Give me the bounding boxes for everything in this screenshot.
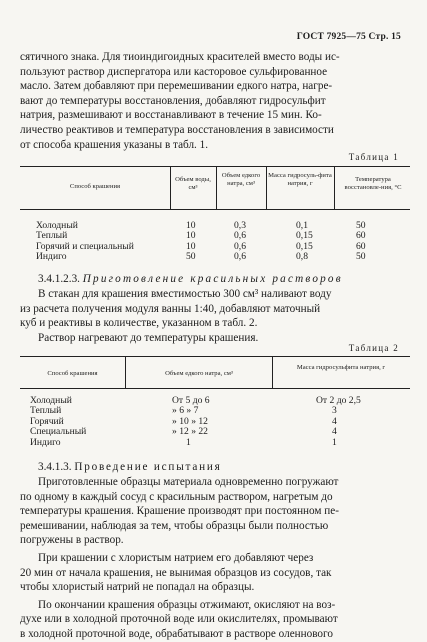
- table-cell: 0,6: [234, 230, 246, 242]
- text-line: В стакан для крашения вместимостью 300 см³ наливают воду: [38, 288, 332, 300]
- table-cell: 10: [186, 230, 196, 242]
- text-line: сятичного знака. Для тиоиндигоидных красителей вместо воды ис-: [20, 51, 340, 63]
- table-divider: [334, 166, 335, 209]
- table-cell: 10: [186, 240, 196, 252]
- table1-column-method: [36, 221, 134, 263]
- table-cell: Специальный: [30, 426, 87, 438]
- table-cell: 50: [356, 251, 366, 263]
- table1-column-water: [186, 221, 196, 263]
- table-cell: 4: [332, 415, 337, 427]
- table-cell: От 2 до 2,5: [316, 395, 361, 406]
- table-cell: 1: [332, 436, 337, 448]
- text-line: куб и реактивы в количестве, указанном в табл. 2.: [20, 317, 258, 330]
- page-header: ГОСТ 7925—75 Стр. 15: [296, 32, 401, 42]
- table-divider: [170, 166, 171, 209]
- table-divider: [125, 356, 126, 388]
- heading-line: [20, 460, 410, 475]
- table-cell: 0,15: [296, 230, 313, 242]
- table-cell: Горячий и специальный: [36, 240, 134, 252]
- table-cell: 0,3: [234, 220, 246, 231]
- text-line: температуры крашения. Крашение производят при постоянном пе-: [20, 505, 339, 518]
- table-rule: [20, 166, 410, 167]
- table2-header-naoh: Объем едкого натра, см³: [165, 370, 233, 377]
- table-cell: Индиго: [36, 251, 67, 263]
- table-cell: 0,6: [234, 240, 246, 252]
- intro-paragraph: [20, 50, 410, 152]
- text-line: в холодной проточной воде, обрабатывают в растворе оленнового: [20, 627, 333, 640]
- text-line: Приготовленные образцы материала одновременно погружают: [38, 476, 339, 488]
- text-line: масло. Затем добавляют при перемешивании едкого натра, нагре-: [20, 80, 333, 93]
- table-cell: » 12 » 22: [172, 426, 208, 438]
- table-cell: От 5 до 6: [172, 395, 210, 406]
- text-line: пользуют раствор диспергатора или касторовое сульфированное: [20, 65, 328, 78]
- table-cell: Теплый: [36, 230, 68, 242]
- table-cell: » 6 » 7: [172, 405, 199, 417]
- table-rule: [20, 356, 410, 357]
- table2-column-naoh: [172, 396, 210, 448]
- text-line: из расчета получения модуля ванны 1:40, добавляют маточный: [20, 302, 321, 315]
- table1-header-naoh: Объем едкого натра, см³: [221, 172, 261, 187]
- table1-column-temperature: [356, 221, 366, 263]
- section-number: 3.4.1.2.3.: [38, 273, 80, 285]
- table-cell: 50: [356, 220, 366, 231]
- table-cell: 60: [356, 230, 366, 242]
- text-line: При крашении с хлористым натрием его добавляют через: [38, 551, 314, 564]
- section-heading-dye-solutions: [20, 272, 410, 287]
- text-line: По окончании крашения образцы отжимают, окисляют на воз-: [38, 598, 336, 611]
- section-title: Приготовление красильных растворов: [82, 273, 343, 285]
- table-cell: 0,8: [296, 251, 308, 263]
- table2-header-hydrosulfite: Масса гидросульфита натрия, г: [296, 364, 386, 371]
- test-paragraph: [20, 475, 410, 642]
- section-number: 3.4.1.3.: [38, 461, 72, 473]
- table1-column-hydrosulfite: [296, 221, 313, 263]
- text-line: вают до температуры восстановления, добавляют гидросульфит: [20, 94, 326, 107]
- table-cell: 4: [332, 426, 337, 438]
- table-cell: Холодный: [36, 220, 78, 231]
- table1-header-water: Объем воды, см³: [175, 176, 211, 191]
- table2-header-method: Способ крашения: [47, 370, 98, 377]
- text-line: чтобы хлористый натрий не попадал на образцы.: [20, 581, 255, 594]
- table-cell: 50: [186, 251, 196, 263]
- table-cell: Холодный: [30, 395, 72, 406]
- table-rule: [20, 209, 410, 210]
- heading-line: [20, 272, 410, 287]
- table-cell: 60: [356, 240, 366, 252]
- section-heading-test: [20, 460, 410, 475]
- table-divider: [266, 166, 267, 209]
- table-cell: 0,1: [296, 220, 308, 231]
- table1-header-method: Способ крашения: [69, 183, 121, 190]
- table-cell: 0,15: [296, 240, 313, 252]
- table2-caption: Таблица 2: [348, 343, 399, 353]
- table-divider: [272, 356, 273, 388]
- table-rule: [20, 388, 410, 389]
- table-cell: 10: [186, 220, 196, 231]
- table-cell: 0,6: [234, 251, 246, 263]
- table2-column-method: [30, 396, 86, 448]
- text-line: натрия, размешивают и восстанавливают в течение 15 мин. Ко-: [20, 109, 322, 122]
- text-line: Раствор нагревают до температуры крашения.: [38, 331, 259, 344]
- text-line: личество реактивов и температура восстановления в зависимости: [20, 123, 334, 136]
- text-line: духе или в холодной проточной воде или окислителях, промывают: [20, 613, 338, 626]
- table1-header-hydrosulfite: Масса гидросуль-фита натрия, г: [268, 172, 332, 187]
- table-divider: [216, 166, 217, 209]
- table-cell: Индиго: [30, 436, 61, 448]
- table-cell: Теплый: [30, 405, 62, 417]
- table1-caption: Таблица 1: [348, 152, 399, 162]
- table-cell: Горячий: [30, 415, 64, 427]
- section-title: Проведение испытания: [74, 461, 222, 473]
- table1-header-temperature: Температура восстановле-ния, °С: [344, 176, 402, 191]
- text-line: от способа крашения указаны в табл. 1.: [20, 138, 209, 151]
- dye-paragraph: [20, 287, 410, 345]
- table-cell: 1: [186, 436, 191, 448]
- table1-column-naoh: [234, 221, 246, 263]
- text-line: ремешивании, наблюдая за тем, чтобы образцы были полностью: [20, 519, 329, 532]
- text-line: 20 мин от начала крашения, не вынимая образцов из сосудов, так: [20, 566, 332, 579]
- table-cell: » 10 » 12: [172, 415, 208, 427]
- table2-column-hydrosulfite: [316, 396, 361, 448]
- table-cell: 3: [332, 405, 337, 417]
- text-line: погружены в раствор.: [20, 534, 124, 547]
- text-line: по одному в каждый сосуд с красильным раствором, нагретым до: [20, 490, 333, 503]
